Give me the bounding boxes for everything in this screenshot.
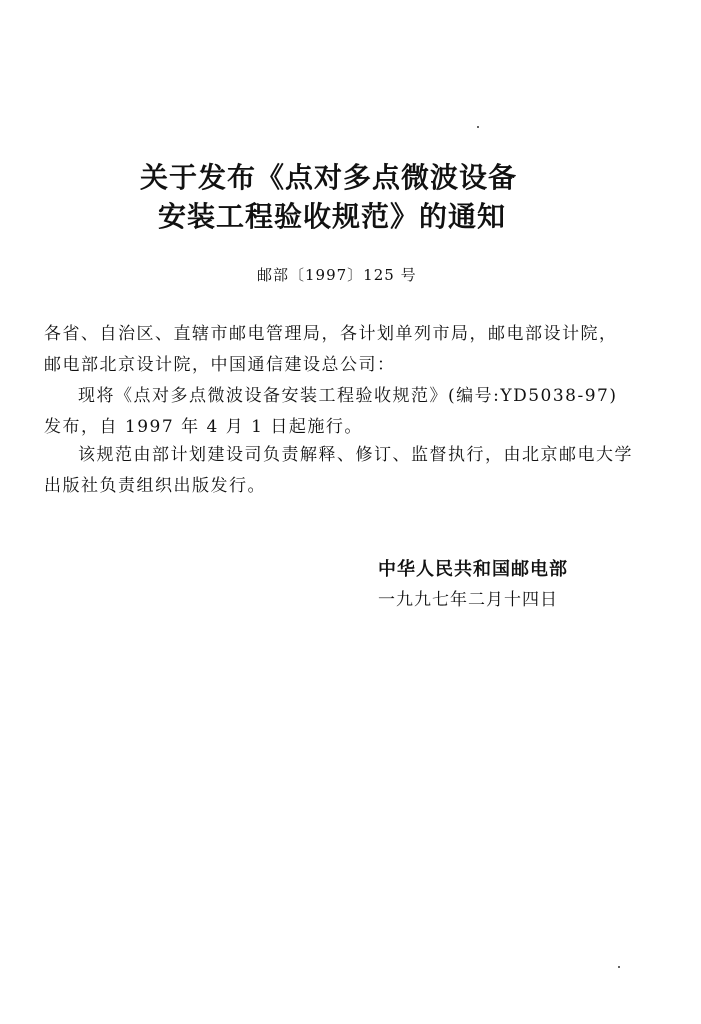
issuing-authority: 中华人民共和国邮电部 bbox=[378, 559, 568, 580]
scan-speck bbox=[477, 126, 479, 128]
document-number: 邮部〔1997〕125 号 bbox=[257, 266, 417, 284]
responsibility-paragraph: 该规范由部计划建设司负责解释、修订、监督执行，由北京邮电大学出版社负责组织出版发行。 bbox=[44, 445, 633, 496]
issue-date: 一九九七年二月十四日 bbox=[378, 590, 558, 610]
scan-speck bbox=[618, 966, 620, 968]
notice-title-line-1: 关于发布《点对多点微波设备 bbox=[140, 161, 518, 194]
notice-title-line-2: 安装工程验收规范》的通知 bbox=[158, 200, 507, 233]
publication-paragraph: 现将《点对多点微波设备安装工程验收规范》(编号:YD5038-97)发布，自 1997 年 4 月 1 日起施行。 bbox=[44, 386, 618, 437]
recipients-paragraph: 各省、自治区、直辖市邮电管理局，各计划单列市局，邮电部设计院，邮电部北京设计院，中国通信建设总公司： bbox=[44, 324, 618, 375]
